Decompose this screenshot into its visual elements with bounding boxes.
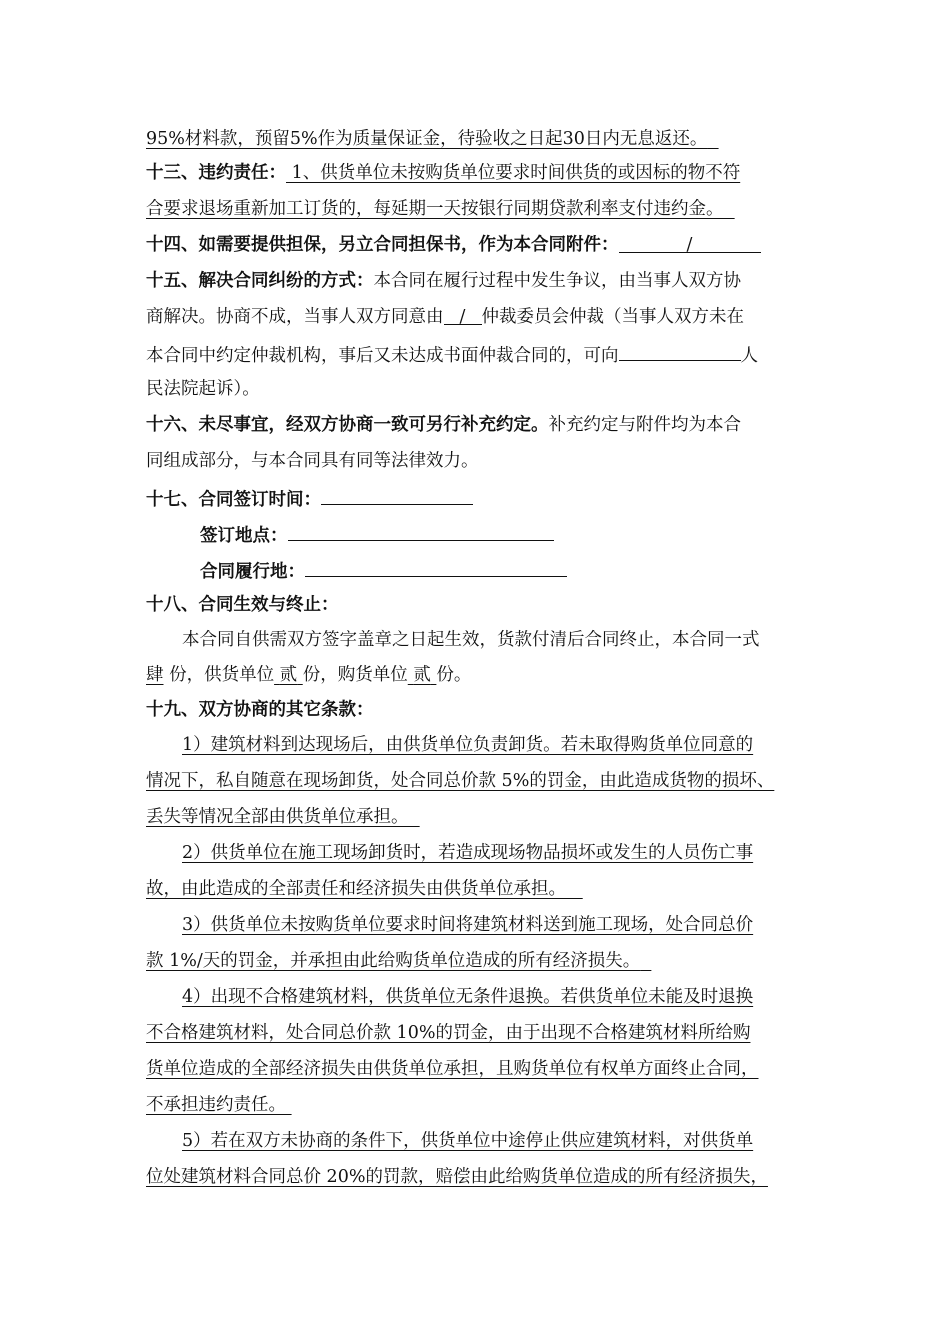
clause-16-line-2 bbox=[146, 450, 479, 472]
clause-14-heading: 十四、如需要提供担保，另立合同担保书，作为本合同附件： bbox=[146, 235, 619, 255]
clause-16-line-1 bbox=[146, 414, 741, 436]
clause-17-heading: 十七、合同签订时间： bbox=[146, 490, 321, 510]
term-3-line-2 bbox=[146, 950, 651, 972]
term-3-line-1 bbox=[182, 914, 753, 936]
clause-18-line-1 bbox=[182, 629, 760, 651]
term-1-line-2 bbox=[146, 770, 774, 792]
clause-18-heading-line bbox=[146, 594, 339, 616]
term-4-line-4 bbox=[146, 1094, 292, 1116]
clause-18-heading: 十八、合同生效与终止： bbox=[146, 595, 339, 615]
term-2-line-2 bbox=[146, 878, 583, 900]
term-5-line-2 bbox=[146, 1166, 768, 1188]
clause-17-line-2 bbox=[200, 522, 554, 547]
term-2-text-1: 2）供货单位在施工现场卸货时，若造成现场物品损坏或发生的人员伤亡事 bbox=[182, 843, 754, 863]
term-5-text-1: 5）若在双方未协商的条件下，供货单位中途停止供应建筑材料，对供货单 bbox=[182, 1131, 754, 1151]
sign-place-blank bbox=[288, 522, 554, 541]
clause-18-text-2c: 份。 bbox=[436, 665, 472, 685]
term-4-text-1: 4）出现不合格建筑材料，供货单位无条件退换。若供货单位未能及时退换 bbox=[182, 987, 754, 1007]
clause-13-text-2: 合要求退场重新加工订货的，每延期一天按银行同期贷款利率支付违约金。 bbox=[146, 199, 724, 219]
buyer-copies: 贰 bbox=[413, 665, 431, 685]
total-copies: 肆 bbox=[146, 665, 164, 685]
clause-15-text-2a: 商解决。协商不成，当事人双方同意由 bbox=[146, 307, 444, 327]
guarantee-blank-value: / bbox=[686, 235, 693, 255]
clause-15-line-2 bbox=[146, 306, 744, 328]
term-3-text-2: 款 1%/天的罚金，并承担由此给购货单位造成的所有经济损失。 bbox=[146, 951, 641, 971]
arbitration-blank-value: / bbox=[459, 307, 466, 327]
clause-18-text-1: 本合同自供需双方签字盖章之日起生效，货款付清后合同终止，本合同一式 bbox=[182, 630, 760, 650]
term-5-line-1 bbox=[182, 1130, 753, 1152]
clause-15-text-3b: 人 bbox=[740, 346, 758, 366]
supplier-copies: 贰 bbox=[279, 665, 298, 685]
term-1-text-3: 丢失等情况全部由供货单位承担。 bbox=[146, 807, 409, 827]
clause-16-text-1: 补充约定与附件均为本合 bbox=[548, 415, 741, 435]
arbitration-blank bbox=[444, 306, 482, 325]
term-4-line-2 bbox=[146, 1022, 750, 1044]
clause-15-text-3a: 本合同中约定仲裁机构，事后又未达成书面仲裁合同的，可向 bbox=[146, 346, 619, 366]
payment-terms-text: 95%材料款，预留5%作为质量保证金，待验收之日起30日内无息返还。 bbox=[146, 129, 708, 149]
term-1-line-1 bbox=[182, 734, 753, 756]
clause-15-text-1: 本合同在履行过程中发生争议，由当事人双方协 bbox=[373, 271, 741, 291]
term-2-text-2: 故，由此造成的全部责任和经济损失由供货单位承担。 bbox=[146, 879, 566, 899]
clause-19-heading-line bbox=[146, 699, 374, 721]
term-2-line-1 bbox=[182, 842, 753, 864]
guarantee-blank bbox=[619, 234, 761, 253]
clause-15-heading: 十五、解决合同纠纷的方式： bbox=[146, 271, 374, 291]
clause-13-line-2 bbox=[146, 198, 735, 220]
term-4-line-3 bbox=[146, 1058, 759, 1080]
perform-place-blank bbox=[305, 558, 567, 577]
clause-15-line-1 bbox=[146, 270, 741, 292]
term-5-text-2: 位处建筑材料合同总价 20%的罚款，赔偿由此给购货单位造成的所有经济损失， bbox=[146, 1167, 768, 1187]
term-1-text-2: 情况下，私自随意在现场卸货，处合同总价款 5%的罚金，由此造成货物的损坏、 bbox=[146, 771, 775, 791]
clause-17-line-3 bbox=[200, 558, 567, 583]
clause-19-heading: 十九、双方协商的其它条款： bbox=[146, 700, 374, 720]
clause-16-text-2: 同组成部分，与本合同具有同等法律效力。 bbox=[146, 451, 479, 471]
term-4-text-3: 货单位造成的全部经济损失由供货单位承担，且购货单位有权单方面终止合同， bbox=[146, 1059, 759, 1079]
court-blank bbox=[619, 342, 741, 361]
clause-14-line bbox=[146, 234, 761, 256]
clause-15-text-2b: 仲裁委员会仲裁（当事人双方未在 bbox=[481, 307, 744, 327]
clause-13-text-1: 1、供货单位未按购货单位要求时间供货的或因标的物不符 bbox=[286, 163, 741, 183]
clause-13-line-1 bbox=[146, 162, 740, 184]
term-1-line-3 bbox=[146, 806, 420, 828]
clause-18-text-2b: 份，购货单位 bbox=[302, 665, 408, 685]
clause-15-text-4: 民法院起诉）。 bbox=[146, 379, 260, 399]
term-4-text-2: 不合格建筑材料，处合同总价款 10%的罚金，由于出现不合格建筑材料所给购 bbox=[146, 1023, 751, 1043]
clause-18-line-2 bbox=[146, 664, 471, 686]
sign-date-blank bbox=[321, 486, 473, 505]
payment-terms-line bbox=[146, 128, 719, 150]
clause-18-text-2a: 份，供货单位 bbox=[169, 665, 275, 685]
clause-13-heading: 十三、违约责任： bbox=[146, 163, 286, 183]
sign-place-label: 签订地点： bbox=[200, 526, 288, 546]
clause-15-line-4 bbox=[146, 378, 260, 400]
clause-15-line-3 bbox=[146, 342, 758, 367]
perform-place-label: 合同履行地： bbox=[200, 562, 305, 582]
term-4-line-1 bbox=[182, 986, 753, 1008]
term-4-text-4: 不承担违约责任。 bbox=[146, 1095, 286, 1115]
clause-17-line-1 bbox=[146, 486, 473, 511]
term-1-text-1: 1）建筑材料到达现场后，由供货单位负责卸货。若未取得购货单位同意的 bbox=[182, 735, 754, 755]
term-3-text-1: 3）供货单位未按购货单位要求时间将建筑材料送到施工现场，处合同总价 bbox=[182, 915, 754, 935]
clause-16-heading: 十六、未尽事宜，经双方协商一致可另行补充约定。 bbox=[146, 415, 549, 435]
